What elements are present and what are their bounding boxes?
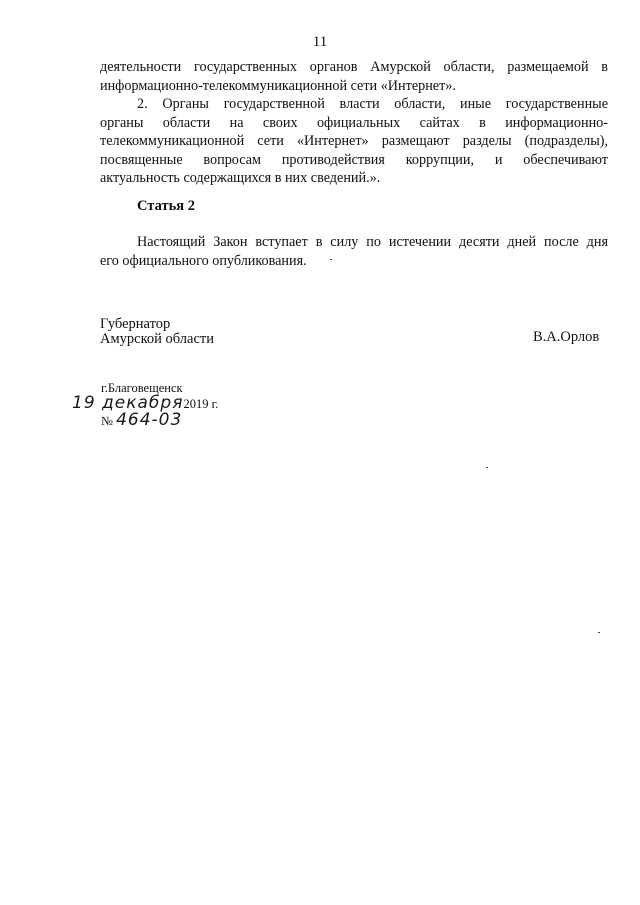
- handwritten-number: 464-03: [116, 410, 183, 430]
- paragraph-article-2: [100, 233, 608, 270]
- paragraph-line: информационно-телекоммуникационной сети «Интернет».: [100, 77, 456, 94]
- number-sign: №: [101, 414, 113, 428]
- paragraph-item-2: [100, 95, 608, 188]
- date-year: 2019 г.: [183, 397, 219, 411]
- article-heading: Статья 2: [137, 198, 195, 214]
- paragraph-line: его официального опубликования.: [100, 252, 307, 269]
- paragraph-line: деятельности государственных органов Амурской области, размещаемой в: [100, 59, 608, 75]
- signatory-title-line: Губернатор: [100, 316, 171, 332]
- paragraph-line: 2. Органы государственной власти области, иные государственные: [137, 96, 608, 112]
- handwritten-date: 19 декабря: [72, 393, 184, 413]
- page-number: 11: [312, 34, 328, 50]
- signatory-name: В.А.Орлов: [533, 329, 600, 345]
- place-of-signing: г.Благовещенск: [101, 381, 183, 395]
- signatory-title: [100, 317, 214, 347]
- paragraph-line: посвященные вопросам противодействия коррупции, и обеспечивают: [100, 151, 608, 168]
- paragraph-line: телекоммуникационной сети «Интернет» размещают разделы (подразделы),: [100, 133, 608, 150]
- signatory-title-line: Амурской области: [100, 331, 214, 347]
- law-number: [101, 410, 182, 430]
- scan-speck: [330, 259, 332, 260]
- paragraph-line: Настоящий Закон вступает в силу по истечении десяти дней после дня: [137, 234, 608, 250]
- scan-speck: [486, 467, 488, 468]
- scan-speck: [598, 632, 600, 633]
- paragraph-line: органы области на своих официальных сайтах в информационно-: [100, 114, 608, 131]
- paragraph-line: актуальность содержащихся в них сведений.».: [100, 170, 381, 187]
- paragraph-continuation: [100, 58, 608, 95]
